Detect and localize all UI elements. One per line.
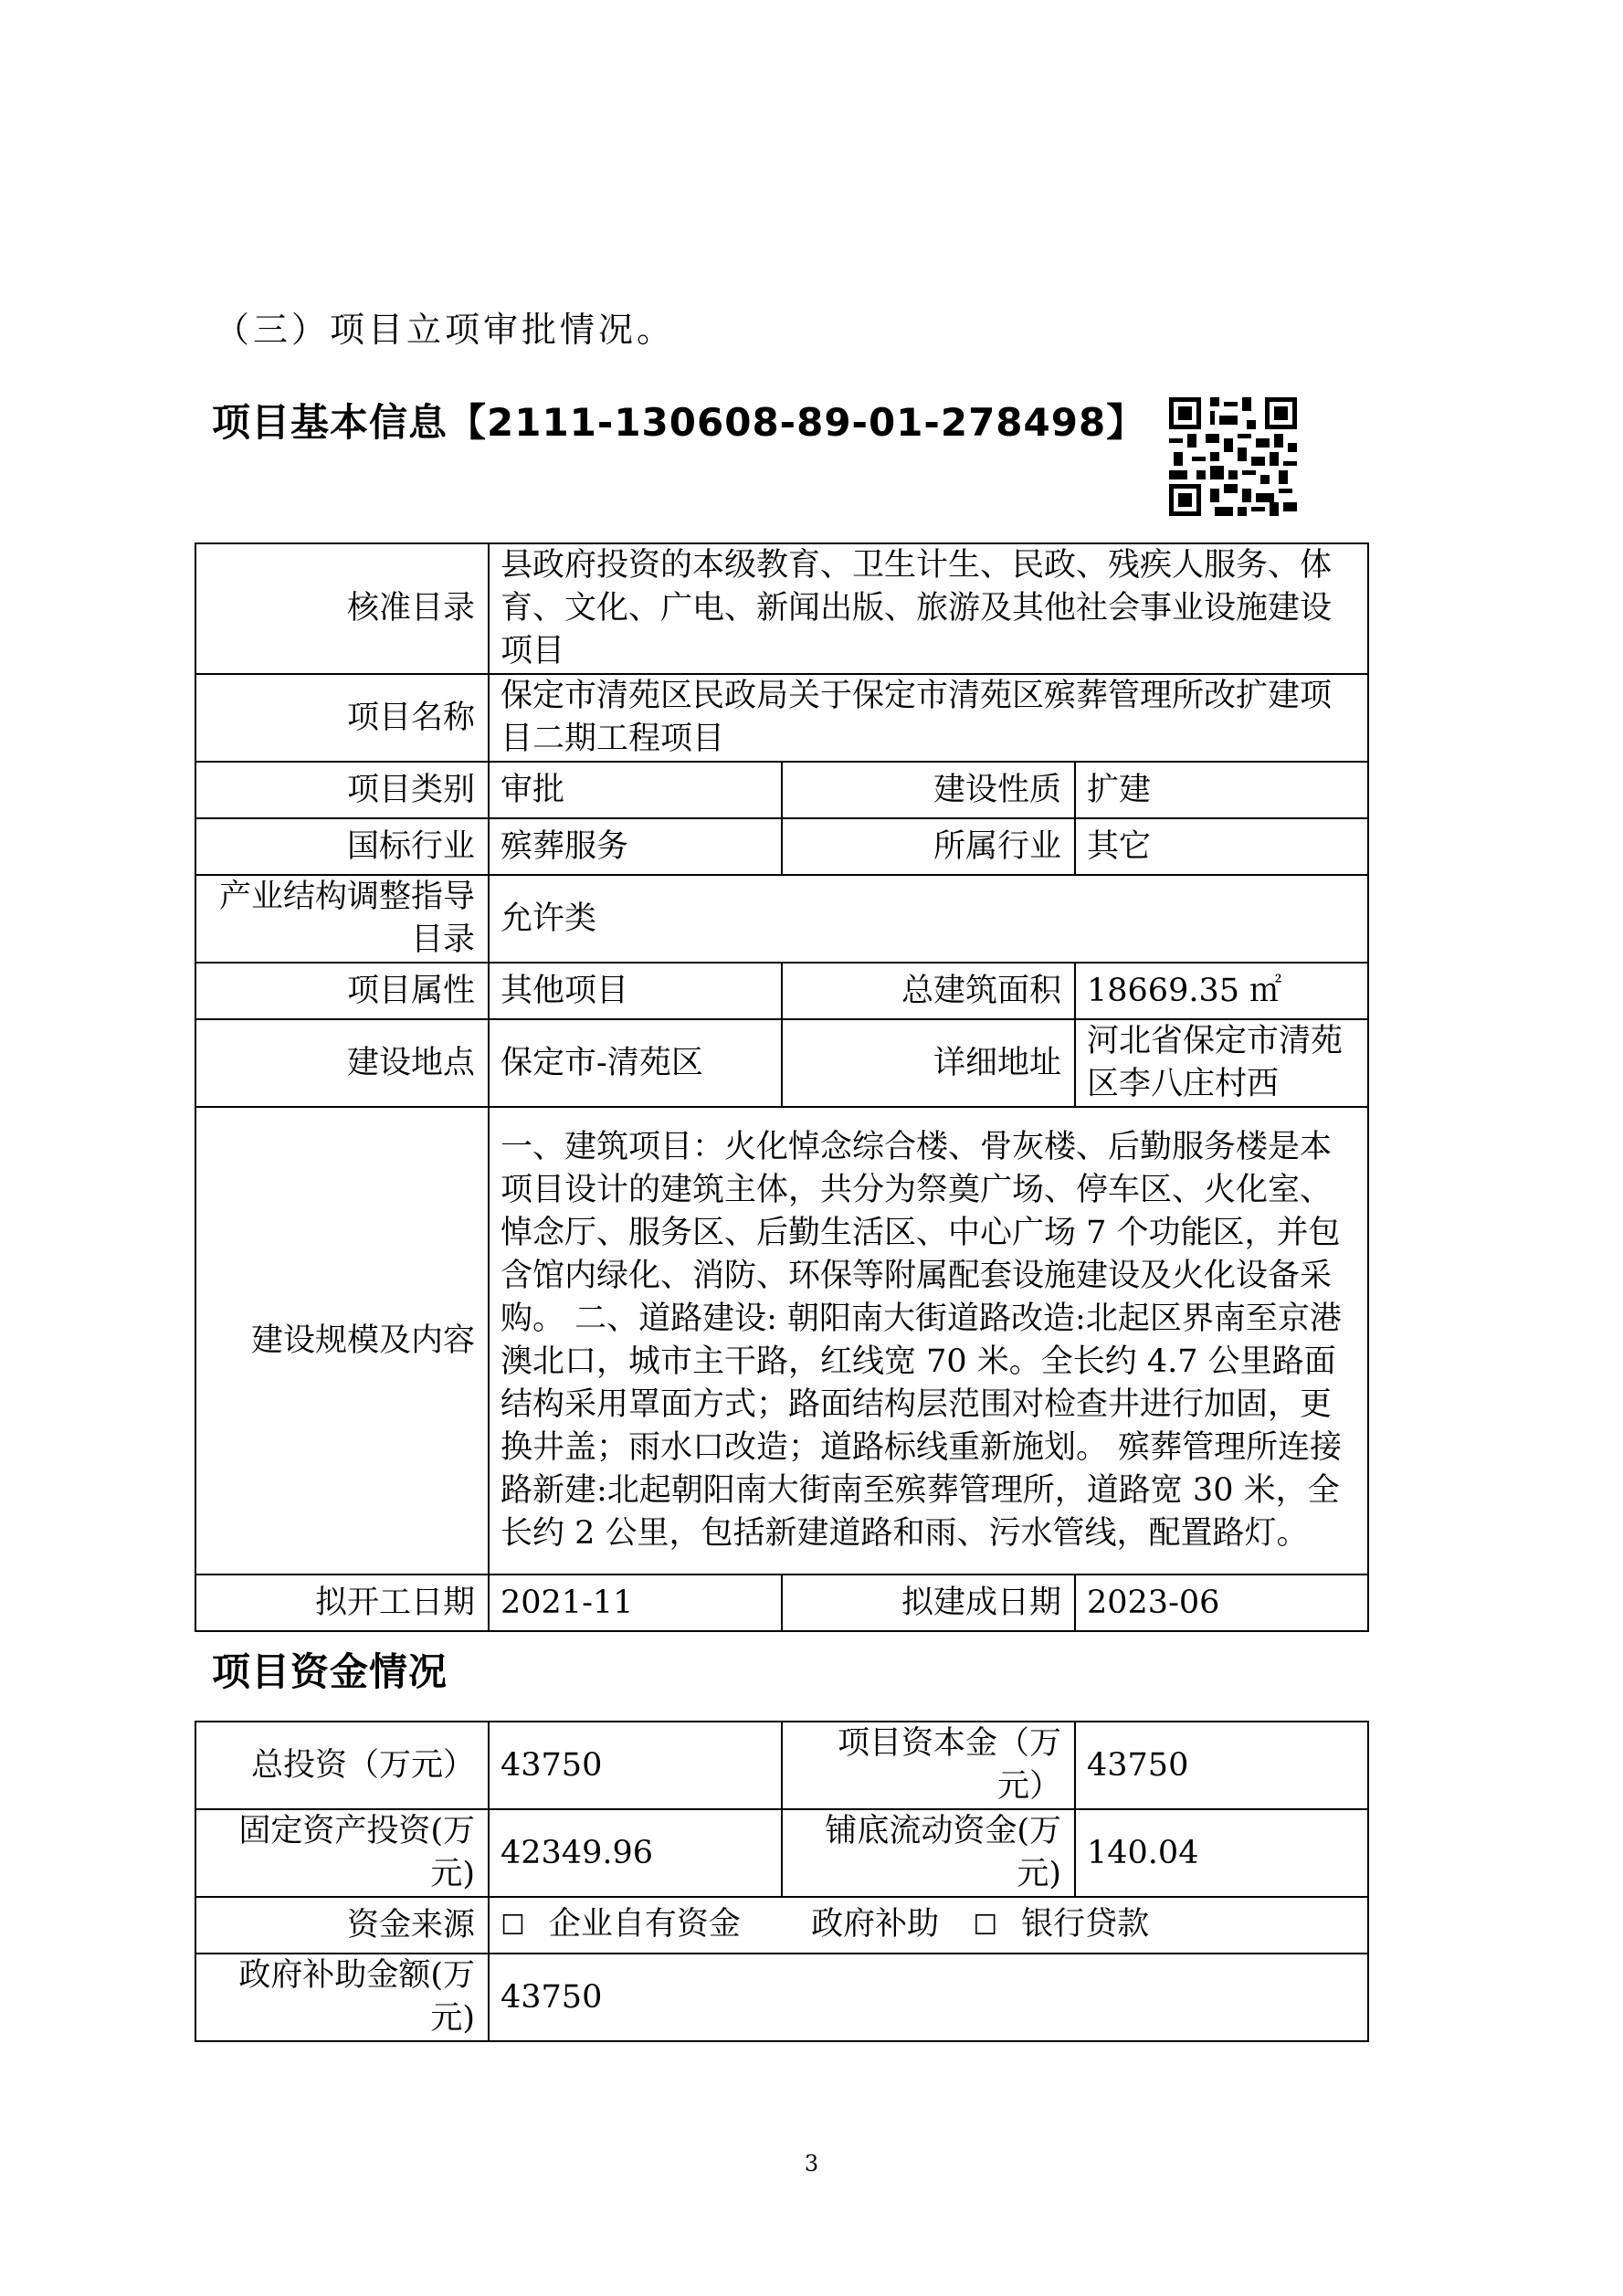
- table-row: [195, 1107, 1368, 1575]
- total-floor-area-label: 总建筑面积: [782, 963, 1075, 1019]
- total-investment-value: 43750: [489, 1722, 782, 1809]
- fixed-asset-investment-value: 42349.96: [489, 1809, 782, 1897]
- project-attribute-label: 项目属性: [195, 963, 489, 1019]
- table-row: [195, 674, 1368, 762]
- capital-fund-label: 项目资本金（万元）: [782, 1722, 1075, 1809]
- subsidy-amount-label: 政府补助金额(万元): [195, 1954, 489, 2041]
- government-subsidy-label: 政府补助: [811, 1906, 940, 1943]
- construction-location-label: 建设地点: [195, 1019, 489, 1107]
- enterprise-fund-label: 企业自有资金: [548, 1906, 741, 1943]
- construction-nature-label: 建设性质: [782, 762, 1075, 818]
- table-row: [195, 1897, 1368, 1954]
- funding-table: [195, 1721, 1369, 2042]
- catalog-label: 核准目录: [195, 543, 489, 674]
- construction-scale-label: 建设规模及内容: [195, 1107, 489, 1575]
- basic-info-title: 项目基本信息【2111-130608-89-01-278498】: [212, 400, 1146, 445]
- basic-info-table: [195, 542, 1369, 1632]
- intro-heading: （三）项目立项审批情况。: [215, 310, 676, 350]
- bank-loan-label: 银行贷款: [1021, 1906, 1150, 1943]
- fund-source-options: [489, 1897, 1368, 1954]
- bank-loan-checkbox[interactable]: ☐: [973, 1910, 998, 1942]
- capital-fund-value: 43750: [1075, 1722, 1368, 1809]
- table-row: [195, 1019, 1368, 1107]
- planned-completion-date-label: 拟建成日期: [782, 1575, 1075, 1631]
- project-name-value: 保定市清苑区民政局关于保定市清苑区殡葬管理所改扩建项目二期工程项目: [489, 674, 1368, 762]
- construction-nature-value: 扩建: [1075, 762, 1368, 818]
- table-row: [195, 963, 1368, 1019]
- subsidy-amount-value: 43750: [489, 1954, 1368, 2041]
- working-capital-value: 140.04: [1075, 1809, 1368, 1897]
- planned-start-date-value: 2021-11: [489, 1575, 782, 1631]
- table-row: [195, 543, 1368, 674]
- national-industry-value: 殡葬服务: [489, 818, 782, 875]
- belonging-industry-value: 其它: [1075, 818, 1368, 875]
- detailed-address-value: 河北省保定市清苑区李八庄村西: [1075, 1019, 1368, 1107]
- table-row: [195, 1575, 1368, 1631]
- project-attribute-value: 其他项目: [489, 963, 782, 1019]
- total-investment-label: 总投资（万元）: [195, 1722, 489, 1809]
- table-row: [195, 818, 1368, 875]
- fund-source-label: 资金来源: [195, 1897, 489, 1954]
- project-name-label: 项目名称: [195, 674, 489, 762]
- project-category-value: 审批: [489, 762, 782, 818]
- detailed-address-label: 详细地址: [782, 1019, 1075, 1107]
- table-row: [195, 1809, 1368, 1897]
- planned-start-date-label: 拟开工日期: [195, 1575, 489, 1631]
- construction-location-value: 保定市-清苑区: [489, 1019, 782, 1107]
- working-capital-label: 铺底流动资金(万元): [782, 1809, 1075, 1897]
- belonging-industry-label: 所属行业: [782, 818, 1075, 875]
- planned-completion-date-value: 2023-06: [1075, 1575, 1368, 1631]
- enterprise-fund-checkbox[interactable]: ☐: [501, 1910, 525, 1942]
- page-number: 3: [804, 2151, 819, 2176]
- total-floor-area-value: 18669.35 ㎡: [1075, 963, 1368, 1019]
- table-row: [195, 1954, 1368, 2041]
- project-category-label: 项目类别: [195, 762, 489, 818]
- industry-guide-label: 产业结构调整指导目录: [195, 875, 489, 963]
- table-row: [195, 762, 1368, 818]
- catalog-value: 县政府投资的本级教育、卫生计生、民政、残疾人服务、体育、文化、广电、新闻出版、旅游及其他社会事业设施建设项目: [489, 543, 1368, 674]
- industry-guide-value: 允许类: [489, 875, 1368, 963]
- fixed-asset-investment-label: 固定资产投资(万元): [195, 1809, 489, 1897]
- funding-title: 项目资金情况: [212, 1649, 448, 1694]
- table-row: [195, 1722, 1368, 1809]
- construction-scale-value: 一、建筑项目：火化悼念综合楼、骨灰楼、后勤服务楼是本项目设计的建筑主体，共分为祭奠广场、停车区、火化室、悼念厅、服务区、后勤生活区、中心广场 7 个功能区，并包含馆内绿化、消防、环保等附属配套设施建设及火化设备采购。 二、道路建设: 朝阳南大街道路改造:北起区界南至京港澳北口，城市主干路，红线宽 70 米。全长约 4.7 公里路面结构采用罩面方式；路面结构层范围对检查井进行加固，更换井盖；雨水口改造；道路标线重新施划。 殡葬管理所连接路新建:北起朝阳南大街南至殡葬管理所，道路宽 30 米，全长约 2 公里，包括新建道路和雨、污水管线，配置路灯。: [489, 1107, 1368, 1575]
- national-industry-label: 国标行业: [195, 818, 489, 875]
- table-row: [195, 875, 1368, 963]
- qr-code-icon: [1169, 397, 1297, 516]
